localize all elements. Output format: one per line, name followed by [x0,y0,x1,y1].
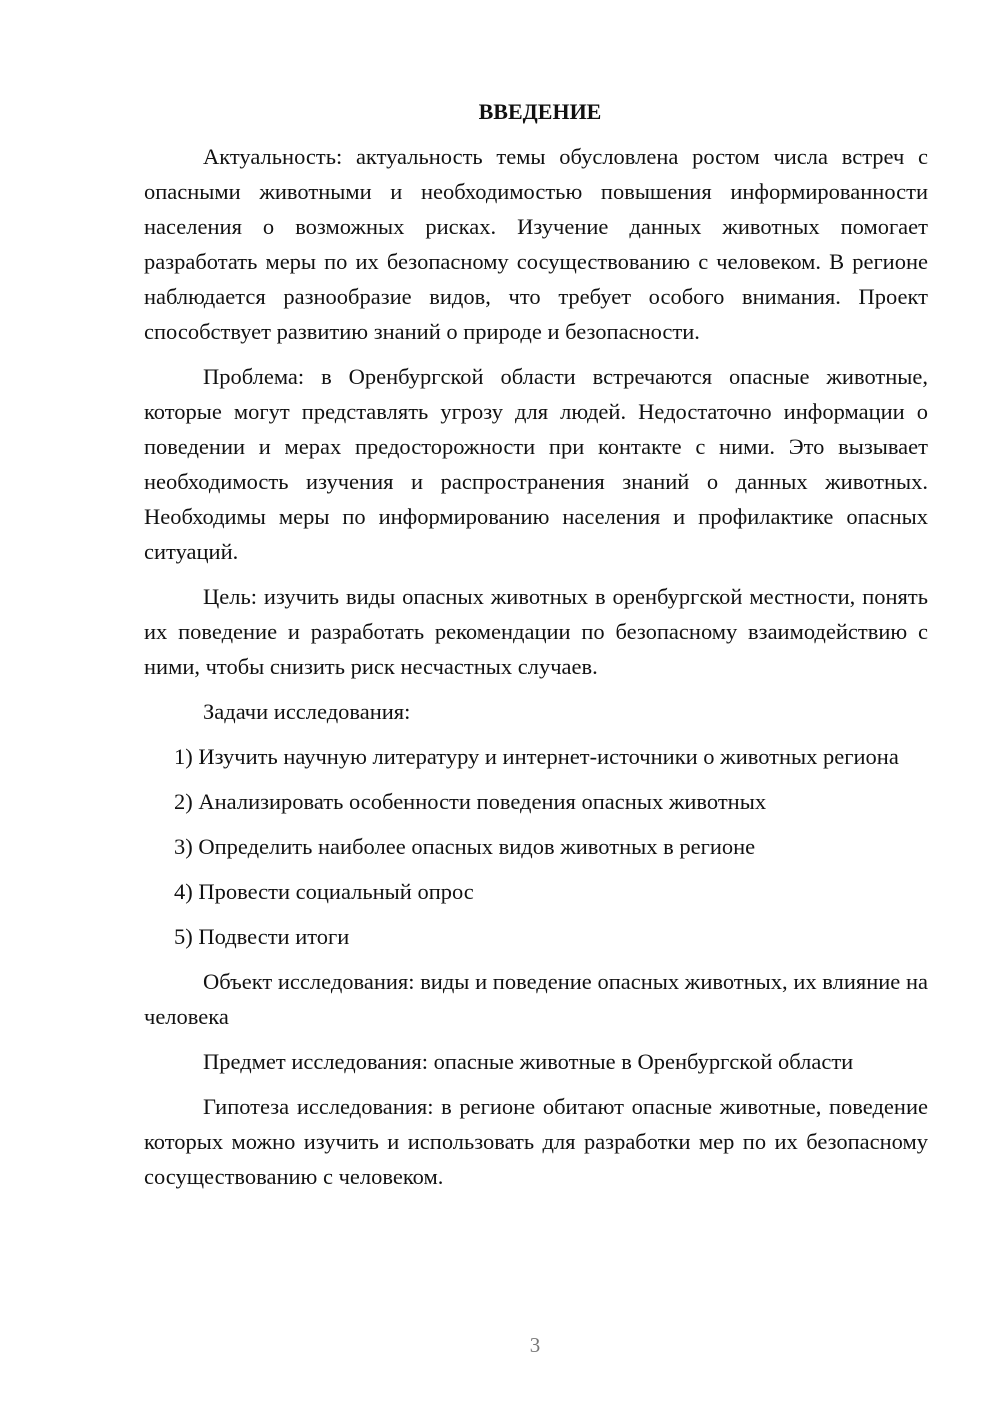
paragraph-hypothesis: Гипотеза исследования: в регионе обитают опасные животные, поведение которых можно изучить и использовать для разработки мер по их безопасному сосуществованию с человеком. [144,1094,928,1189]
task-item-3: 3) Определить наиболее опасных видов животных в регионе [174,834,756,859]
task-item-4: 4) Провести социальный опрос [174,879,474,904]
paragraph-object: Объект исследования: виды и поведение опасных животных, их влияние на человека [144,969,928,1029]
paragraph-goal: Цель: изучить виды опасных животных в оренбургской местности, понять их поведение и разработать рекомендации по безопасному взаимодействию с ними, чтобы снизить риск несчастных случаев. [144,584,928,679]
tasks-heading: Задачи исследования: [203,699,411,724]
paragraph-relevance: Актуальность: актуальность темы обусловлена ростом числа встреч с опасными животными и необходимостью повышения информированности населения о возможных рисках. Изучение данных животных помогает разработать меры по их безопасному сосуществованию с человеком. В регионе наблюдается разнообразие видов, что требует особого внимания. Проект способствует развитию знаний о природе и безопасности. [144,144,928,344]
task-item-2: 2) Анализировать особенности поведения опасных животных [174,789,767,814]
task-item-1: 1) Изучить научную литературу и интернет-источники о животных региона [174,744,899,769]
task-item-5: 5) Подвести итоги [174,924,350,949]
page-number: 3 [529,1333,541,1357]
page-content [144,94,928,1204]
section-title: ВВЕДЕНИЕ [478,99,602,124]
paragraph-subject: Предмет исследования: опасные животные в Оренбургской области [203,1049,854,1074]
paragraph-problem: Проблема: в Оренбургской области встречаются опасные животные, которые могут представлять угрозу для людей. Недостаточно информации о поведении и мерах предосторожности при контакте с ними. Это вызывает необходимость изучения и распространения знаний о данных животных. Необходимы меры по информированию населения и профилактике опасных ситуаций. [144,364,928,564]
